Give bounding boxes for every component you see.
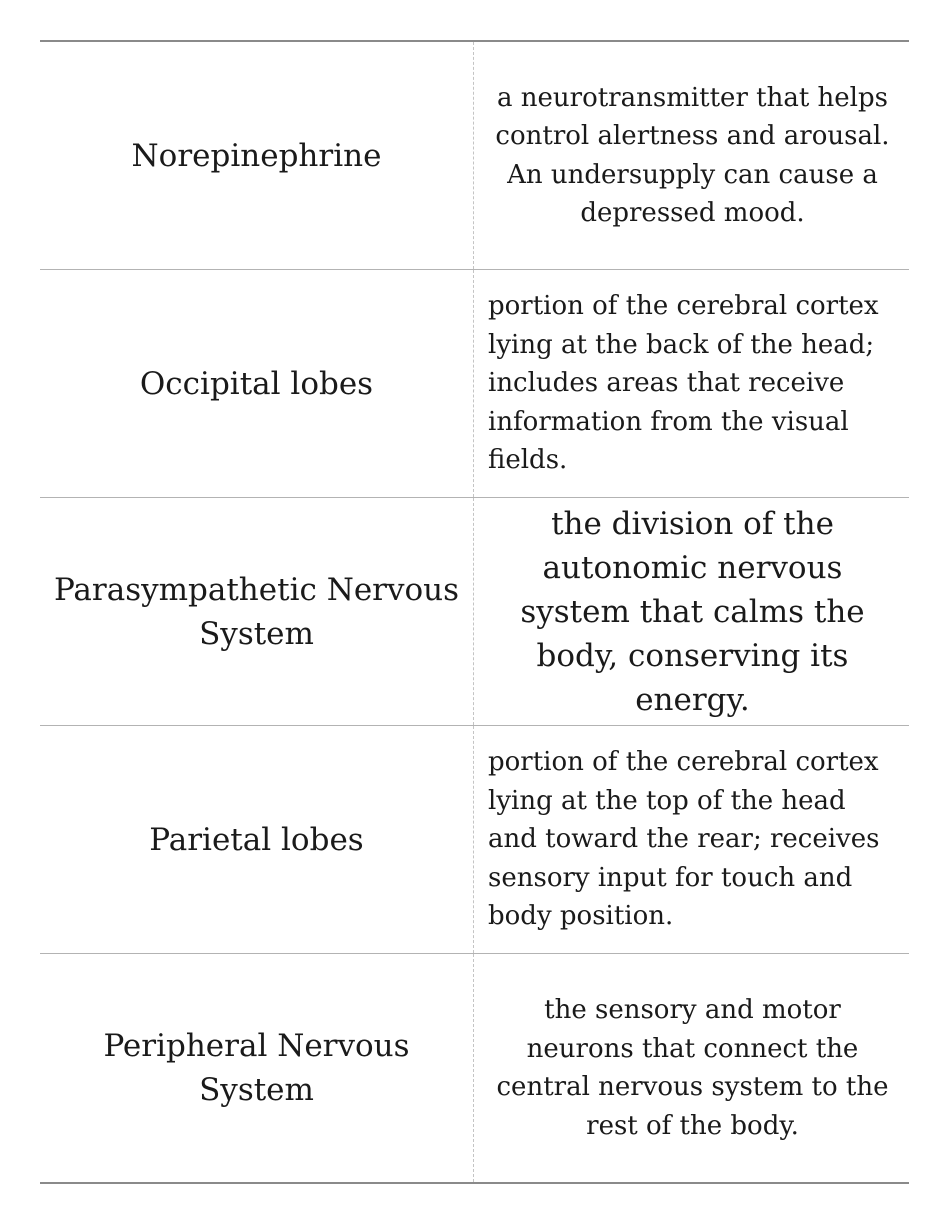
definition-cell <box>474 954 909 1182</box>
definition-text: portion of the cerebral cortex lying at the top of the head and toward the rear; receives sensory input for touch and body position. <box>488 747 880 932</box>
term-text: Parietal lobes <box>149 821 364 858</box>
term-text: Parasympathetic Nervous System <box>53 571 460 652</box>
flashcard-row <box>40 498 909 726</box>
definition-cell <box>474 498 909 725</box>
definition-text: a neurotransmitter that helps control alertness and arousal. An undersupply can cause a depressed mood. <box>495 82 890 228</box>
definition-text: the sensory and motor neurons that connect the central nervous system to the rest of the body. <box>496 995 889 1141</box>
definition-text: the division of the autonomic nervous system that calms the body, conserving its energy. <box>520 505 865 718</box>
term-text: Occipital lobes <box>139 365 374 402</box>
term-cell <box>40 498 474 725</box>
term-cell <box>40 42 474 269</box>
definition-cell <box>474 270 909 497</box>
definition-cell <box>474 726 909 953</box>
term-cell <box>40 726 474 953</box>
definition-cell <box>474 42 909 269</box>
flashcard-row <box>40 42 909 270</box>
definition-text: portion of the cerebral cortex lying at the back of the head; includes areas that receive information from the visual fields. <box>488 291 879 476</box>
term-cell <box>40 954 474 1182</box>
flashcard-row <box>40 270 909 498</box>
flashcard-sheet <box>40 40 909 1184</box>
flashcard-row <box>40 954 909 1182</box>
term-cell <box>40 270 474 497</box>
term-text: Norepinephrine <box>131 137 382 174</box>
term-text: Peripheral Nervous System <box>103 1028 410 1108</box>
flashcard-row <box>40 726 909 954</box>
